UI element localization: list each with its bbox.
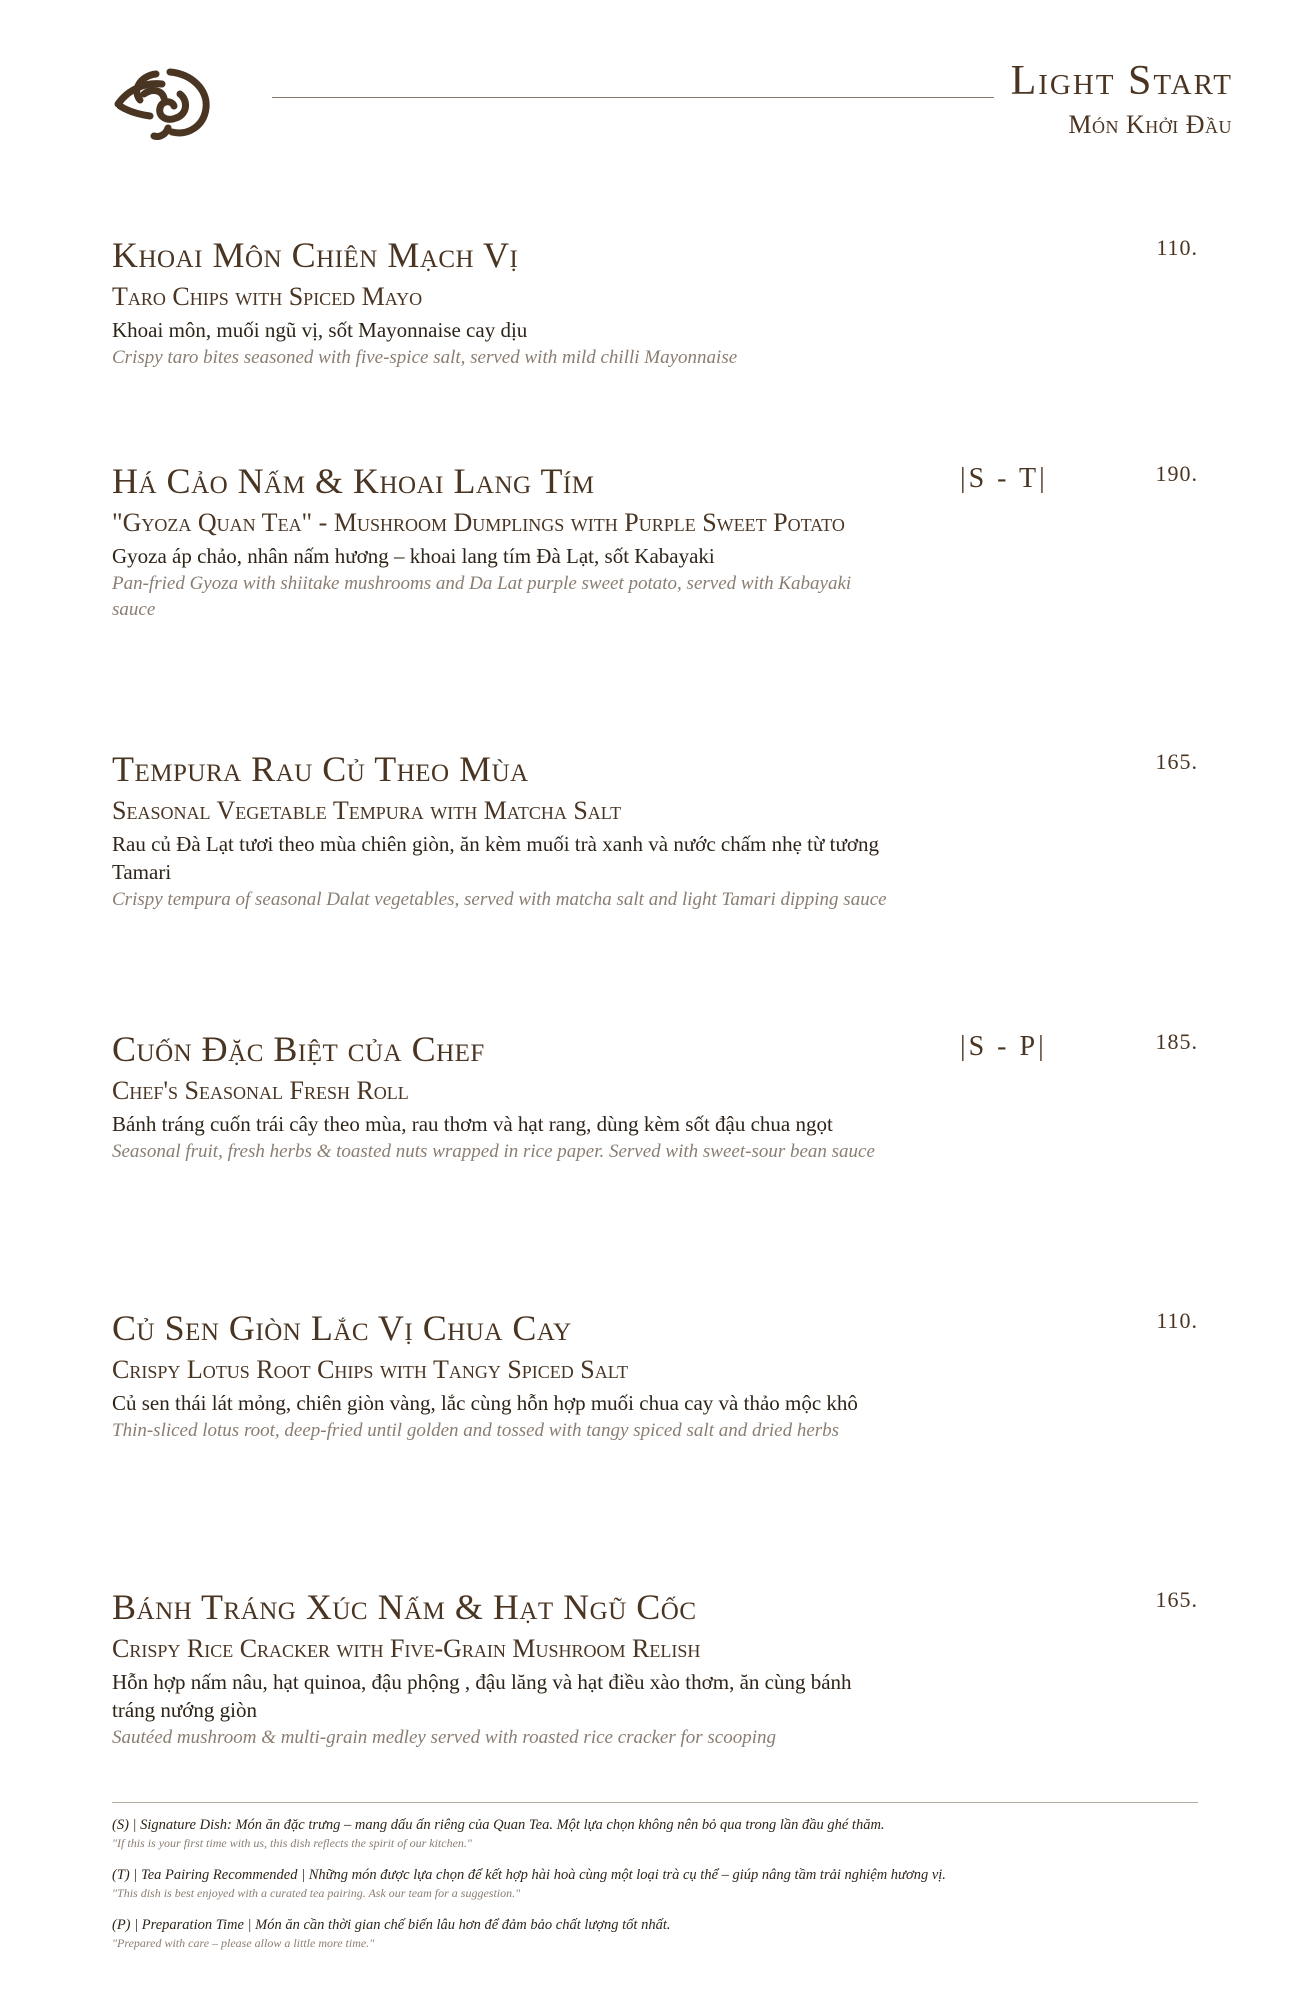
dish-price: 165. — [1155, 1587, 1198, 1612]
menu-item — [112, 1585, 1198, 1751]
dish-description-vi: Rau củ Đà Lạt tươi theo mùa chiên giòn, ăn kèm muối trà xanh và nước chấm nhẹ từ tương Tamari — [112, 832, 879, 884]
menu-item — [112, 1306, 1198, 1444]
legend-entry-signature — [112, 1815, 1202, 1851]
menu-item — [112, 233, 1198, 371]
dish-name: Cuốn Đặc Biệt của Chef — [112, 1029, 485, 1069]
dish-description-vi: Bánh tráng cuốn trái cây theo mùa, rau thơm và hạt rang, dùng kèm sốt đậu chua ngọt — [112, 1112, 833, 1136]
dish-description-vi: Khoai môn, muối ngũ vị, sốt Mayonnaise cay dịu — [112, 318, 528, 342]
dish-english-name: Crispy Lotus Root Chips with Tangy Spiced Salt — [112, 1355, 629, 1384]
legend-quote: "Prepared with care – please allow a little more time." — [112, 1936, 375, 1950]
legend-text: (S) | Signature Dish: Món ăn đặc trưng – mang dấu ấn riêng của Quan Tea. Một lựa chọn không nên bỏ qua trong lần đầu ghé thăm. — [112, 1817, 885, 1833]
dish-english-name: "Gyoza Quan Tea" - Mushroom Dumplings with Purple Sweet Potato — [112, 508, 845, 537]
dish-english-name: Crispy Rice Cracker with Five-Grain Mushroom Relish — [112, 1634, 701, 1663]
dish-english-name: Chef's Seasonal Fresh Roll — [112, 1076, 409, 1105]
footer-divider — [112, 1802, 1198, 1803]
dish-name: Khoai Môn Chiên Mạch Vị — [112, 235, 519, 275]
dish-name: Há Cảo Nấm & Khoai Lang Tím — [112, 461, 595, 501]
legend-quote: "If this is your first time with us, this dish reflects the spirit of our kitchen." — [112, 1836, 472, 1850]
section-subtitle: Món Khởi Đầu — [1068, 110, 1232, 139]
dish-description-vi: Hỗn hợp nấm nâu, hạt quinoa, đậu phộng , đậu lăng và hạt điều xào thơm, ăn cùng bánh tráng nướng giòn — [112, 1670, 852, 1722]
dish-price: 190. — [1155, 461, 1198, 486]
dish-name: Bánh Tráng Xúc Nấm & Hạt Ngũ Cốc — [112, 1587, 697, 1627]
legend-entry-tea-pairing — [112, 1865, 1202, 1901]
dish-english-name: Seasonal Vegetable Tempura with Matcha Salt — [112, 796, 622, 825]
dish-description-en: Crispy taro bites seasoned with five-spice salt, served with mild chilli Mayonnaise — [112, 347, 738, 368]
dish-description-vi: Gyoza áp chảo, nhân nấm hương – khoai lang tím Đà Lạt, sốt Kabayaki — [112, 544, 715, 568]
dish-tag: |S - P| — [960, 1031, 1047, 1062]
dish-price: 110. — [1156, 1308, 1198, 1333]
dish-price: 110. — [1156, 235, 1198, 260]
menu-item — [112, 747, 1198, 913]
dish-name: Tempura Rau Củ Theo Mùa — [112, 749, 529, 789]
dish-price: 185. — [1155, 1029, 1198, 1054]
dish-description-en: Crispy tempura of seasonal Dalat vegetables, served with matcha salt and light Tamari dipping sauce — [112, 889, 887, 910]
legend-text: (T) | Tea Pairing Recommended | Những món được lựa chọn để kết hợp hài hoà cùng một loại trà cụ thể – giúp nâng tầm trải nghiệm hương vị. — [112, 1867, 946, 1883]
dish-tag: |S - T| — [960, 463, 1048, 494]
dish-description-vi: Củ sen thái lát mỏng, chiên giòn vàng, lắc cùng hỗn hợp muối chua cay và thảo mộc khô — [112, 1391, 858, 1415]
header-divider — [272, 97, 994, 98]
dish-price: 165. — [1155, 749, 1198, 774]
section-title: Light Start — [1010, 58, 1233, 104]
dish-description-en: Thin-sliced lotus root, deep-fried until golden and tossed with tangy spiced salt and dried herbs — [112, 1420, 840, 1441]
dish-name: Củ Sen Giòn Lắc Vị Chua Cay — [112, 1308, 572, 1348]
legend-text: (P) | Preparation Time | Món ăn cần thời gian chế biến lâu hơn để đảm bảo chất lượng tốt nhất. — [112, 1917, 671, 1933]
dish-description-en: Seasonal fruit, fresh herbs & toasted nuts wrapped in rice paper. Served with sweet-sour bean sauce — [112, 1141, 875, 1162]
legend-entry-preparation-time — [112, 1915, 1202, 1951]
dish-description-en: Sautéed mushroom & multi-grain medley served with roasted rice cracker for scooping — [112, 1727, 777, 1748]
dish-description-en: Pan-fried Gyoza with shiitake mushrooms and Da Lat purple sweet potato, served with Kabayaki sauce — [112, 573, 852, 620]
dish-english-name: Taro Chips with Spiced Mayo — [112, 282, 423, 311]
legend-quote: "This dish is best enjoyed with a curated tea pairing. Ask our team for a suggestion." — [112, 1886, 521, 1900]
brand-logo-icon — [110, 60, 220, 140]
menu-item — [112, 1027, 1198, 1165]
menu-item — [112, 459, 1198, 623]
